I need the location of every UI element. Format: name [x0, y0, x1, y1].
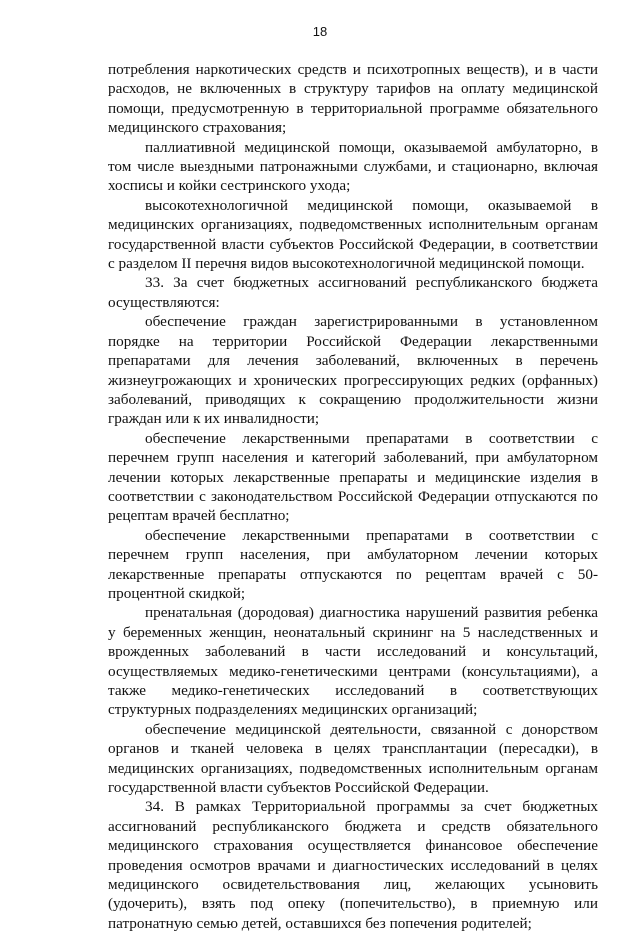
paragraph-high-tech-care: высокотехнологичной медицинской помощи, оказываемой в медицинских организациях, подведомственных исполнительным органам государственной власти субъектов Российской Федерации, в соответствии с разделом II перечня видов высокотехнологичной медицинской помощи. — [108, 196, 598, 273]
paragraph-organ-donation: обеспечение медицинской деятельности, связанной с донорством органов и тканей человека в целях трансплантации (пересадки), в медицинских организациях, подведомственных исполнительным органам государственной власти субъектов Российской Федерации. — [108, 720, 598, 797]
paragraph-orphan-drugs: обеспечение граждан зарегистрированными в установленном порядке на территории Российской Федерации лекарственными препаратами для лечения заболеваний, включенных в перечень жизнеугрожающих и хронических прогрессирующих редких (орфанных) заболеваний, приводящих к сокращению продолжительности жизни граждан или к их инвалидности; — [108, 313, 598, 428]
paragraph-item-33: 33. За счет бюджетных ассигнований республиканского бюджета осуществляются: — [108, 274, 598, 311]
paragraph-continuation: потребления наркотических средств и психотропных веществ), и в части расходов, не включенных в структуру тарифов на оплату медицинской помощи, предусмотренную в территориальной программе обязательного медицинского страхования; — [108, 61, 598, 137]
paragraph-palliative-care: паллиативной медицинской помощи, оказываемой амбулаторно, в том числе выездными патронажными службами, и стационарно, включая хосписы и койки сестринского ухода; — [108, 138, 598, 195]
page-number: 18 — [312, 24, 328, 39]
document-body — [108, 60, 598, 933]
paragraph-discount-prescriptions: обеспечение лекарственными препаратами в соответствии с перечнем групп населения, при амбулаторном лечении которых лекарственные препараты отпускаются по рецептам врачей с 50-процентной скидкой; — [108, 526, 598, 602]
paragraph-free-prescriptions: обеспечение лекарственными препаратами в соответствии с перечнем групп населения и категорий заболеваний, при амбулаторном лечении которых лекарственные препараты и медицинские изделия в соответствии с законодательством Российской Федерации отпускаются по рецептам врачей бесплатно; — [108, 429, 598, 525]
paragraph-item-34: 34. В рамках Территориальной программы за счет бюджетных ассигнований республиканского бюджета и средств обязательного медицинского страхования осуществляется финансовое обеспечение проведения осмотров врачами и диагностических исследований в целях медицинского освидетельствования лиц, желающих усыновить (удочерить), взять под опеку (попечительство), в приемную или патронатную семью детей, оставшихся без попечения родителей; — [108, 798, 598, 932]
paragraph-prenatal-diagnostics: пренатальная (дородовая) диагностика нарушений развития ребенка у беременных женщин, неонатальный скрининг на 5 наследственных и врожденных заболеваний в части исследований и консультаций, осуществляемых медико-генетическими центрами (консультациями), а также медико-генетических исследований в соответствующих структурных подразделениях медицинских организаций; — [108, 604, 598, 719]
